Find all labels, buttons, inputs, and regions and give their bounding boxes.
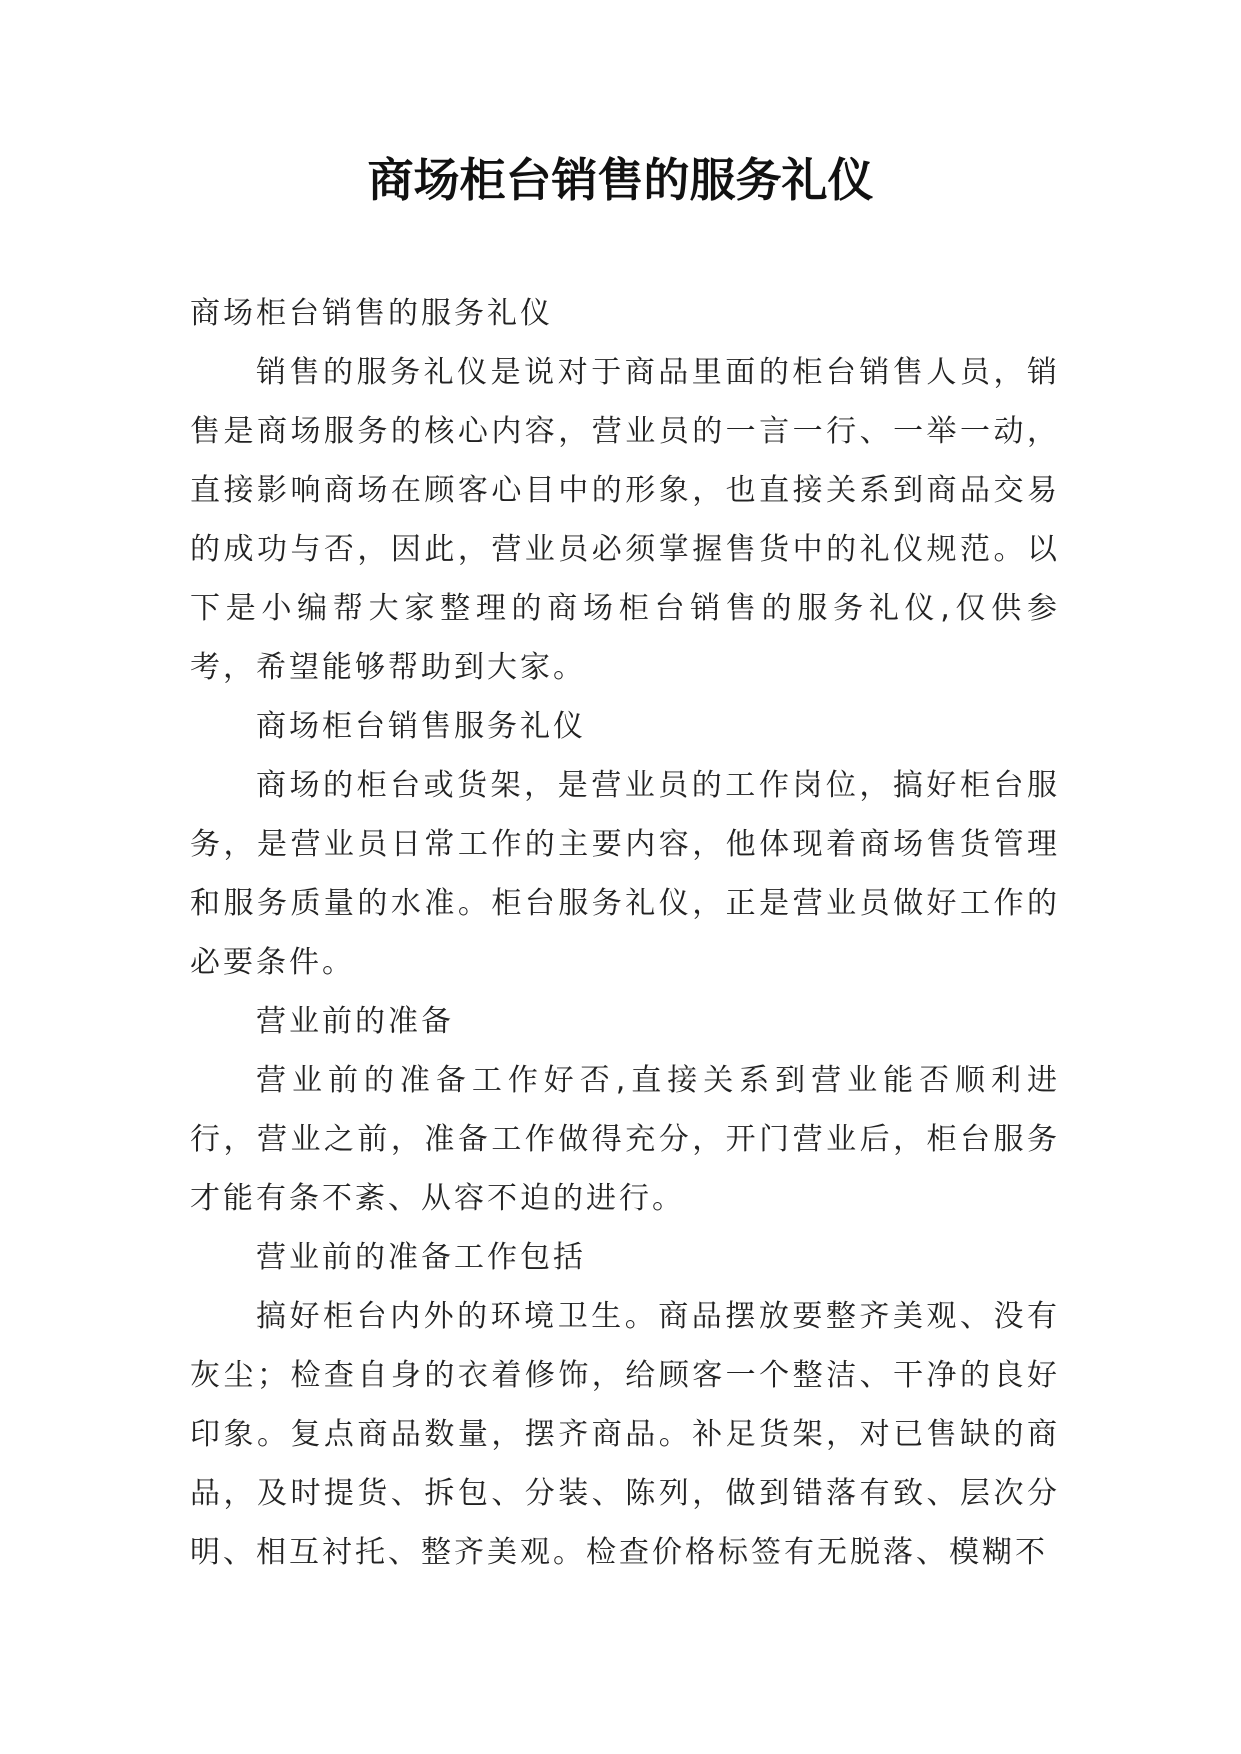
document-title: 商场柜台销售的服务礼仪 [367, 153, 874, 207]
section-heading: 商场柜台销售服务礼仪 [256, 709, 586, 744]
paragraph: 搞好柜台内外的环境卫生。商品摆放要整齐美观、没有灰尘；检查自身的衣着修饰，给顾客一个整洁、干净的良好印象。复点商品数量，摆齐商品。补足货架，对已售缺的商品，及时提货、拆包、分装、陈列，做到错落有致、层次分明、相互衬托、整齐美观。检查价格标签有无脱落、模糊不 [190, 1299, 1060, 1570]
paragraph: 营业前的准备工作好否,直接关系到营业能否顺利进行，营业之前，准备工作做得充分，开门营业后，柜台服务才能有条不紊、从容不迫的进行。 [190, 1063, 1060, 1216]
section-heading: 营业前的准备 [256, 1004, 454, 1039]
paragraph: 商场的柜台或货架，是营业员的工作岗位，搞好柜台服务，是营业员日常工作的主要内容，他体现着商场售货管理和服务质量的水准。柜台服务礼仪，正是营业员做好工作的必要条件。 [190, 768, 1060, 980]
paragraph-subtitle: 商场柜台销售的服务礼仪 [190, 296, 553, 331]
section-heading: 营业前的准备工作包括 [256, 1240, 586, 1275]
document-body [190, 284, 1060, 1582]
paragraph: 销售的服务礼仪是说对于商品里面的柜台销售人员，销售是商场服务的核心内容，营业员的一言一行、一举一动，直接影响商场在顾客心目中的形象，也直接关系到商品交易的成功与否，因此，营业员必须掌握售货中的礼仪规范。以下是小编帮大家整理的商场柜台销售的服务礼仪,仅供参考，希望能够帮助到大家。 [190, 355, 1060, 685]
